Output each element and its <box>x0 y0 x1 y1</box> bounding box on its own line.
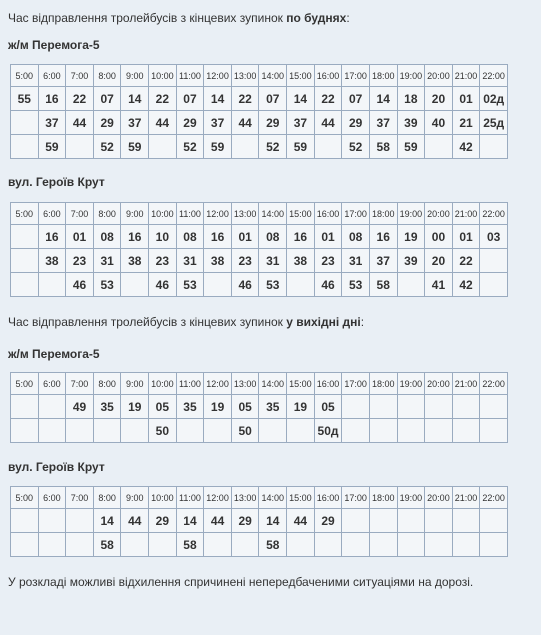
departure-cell: 14 <box>93 509 121 533</box>
hour-header-cell: 5:00 <box>11 373 39 395</box>
intro-weekends-suffix: : <box>360 315 365 329</box>
departure-cell <box>11 395 39 419</box>
departure-cell: 22 <box>66 87 94 111</box>
hour-header-cell: 6:00 <box>38 65 66 87</box>
table-row <box>11 111 508 135</box>
departure-cell: 58 <box>93 533 121 557</box>
hour-header-cell: 12:00 <box>204 203 232 225</box>
departure-cell <box>149 135 177 159</box>
departure-cell: 19 <box>204 395 232 419</box>
departure-cell: 22 <box>149 87 177 111</box>
departure-cell: 37 <box>369 111 397 135</box>
intro-weekdays-emphasis: по буднях <box>286 11 347 25</box>
departure-cell: 01 <box>452 225 480 249</box>
departure-cell <box>397 419 425 443</box>
departure-cell: 35 <box>93 395 121 419</box>
departure-cell: 31 <box>342 249 370 273</box>
departure-cell: 16 <box>38 225 66 249</box>
departure-cell: 23 <box>231 249 259 273</box>
hour-header-cell: 5:00 <box>11 65 39 87</box>
hour-header-cell: 8:00 <box>93 487 121 509</box>
departure-cell <box>287 273 315 297</box>
hour-header-cell: 10:00 <box>149 487 177 509</box>
departure-cell: 53 <box>93 273 121 297</box>
departure-cell <box>369 509 397 533</box>
hours-header-row <box>11 373 508 395</box>
departure-cell: 19 <box>121 395 149 419</box>
hour-header-cell: 14:00 <box>259 373 287 395</box>
departure-cell: 37 <box>369 249 397 273</box>
departure-cell: 31 <box>176 249 204 273</box>
intro-weekdays <box>8 10 531 26</box>
departure-cell: 16 <box>369 225 397 249</box>
departure-cell <box>66 509 94 533</box>
departure-cell: 37 <box>204 111 232 135</box>
departure-cell: 59 <box>204 135 232 159</box>
departure-cell <box>11 273 39 297</box>
hour-header-cell: 17:00 <box>342 203 370 225</box>
departure-cell: 42 <box>452 273 480 297</box>
departure-cell <box>397 395 425 419</box>
departure-cell <box>204 419 232 443</box>
departure-cell: 44 <box>121 509 149 533</box>
departure-cell: 52 <box>93 135 121 159</box>
departure-cell: 58 <box>369 135 397 159</box>
departure-cell <box>480 135 508 159</box>
departure-cell: 55 <box>11 87 39 111</box>
departure-cell <box>480 249 508 273</box>
departure-cell: 58 <box>176 533 204 557</box>
hour-header-cell: 6:00 <box>38 203 66 225</box>
hour-header-cell: 19:00 <box>397 373 425 395</box>
departure-cell: 58 <box>259 533 287 557</box>
departure-cell: 07 <box>176 87 204 111</box>
intro-weekdays-suffix: : <box>346 11 350 25</box>
departure-cell <box>397 509 425 533</box>
departure-cell: 41 <box>425 273 453 297</box>
departure-cell <box>66 135 94 159</box>
departure-cell: 20 <box>425 249 453 273</box>
departure-cell <box>425 509 453 533</box>
departure-cell <box>287 533 315 557</box>
departure-cell: 14 <box>369 87 397 111</box>
departure-cell: 38 <box>287 249 315 273</box>
departure-cell: 46 <box>314 273 342 297</box>
departure-cell: 44 <box>231 111 259 135</box>
departure-cell: 46 <box>149 273 177 297</box>
stop-title-4: вул. Героїв Крут <box>8 460 105 474</box>
table-row <box>11 87 508 111</box>
hour-header-cell: 9:00 <box>121 65 149 87</box>
departure-cell: 50д <box>314 419 342 443</box>
departure-cell <box>342 395 370 419</box>
departure-cell <box>93 419 121 443</box>
hour-header-cell: 19:00 <box>397 203 425 225</box>
departure-cell: 02д <box>480 87 508 111</box>
departure-cell: 44 <box>204 509 232 533</box>
hour-header-cell: 21:00 <box>452 65 480 87</box>
departure-cell: 29 <box>314 509 342 533</box>
departure-cell: 46 <box>231 273 259 297</box>
hour-header-cell: 16:00 <box>314 487 342 509</box>
departure-cell: 37 <box>287 111 315 135</box>
hour-header-cell: 14:00 <box>259 65 287 87</box>
hour-header-cell: 15:00 <box>287 487 315 509</box>
departure-cell: 23 <box>149 249 177 273</box>
departure-cell <box>149 533 177 557</box>
departure-cell: 05 <box>149 395 177 419</box>
departure-cell <box>425 395 453 419</box>
departure-cell: 40 <box>425 111 453 135</box>
hour-header-cell: 15:00 <box>287 203 315 225</box>
departure-cell: 29 <box>176 111 204 135</box>
departure-cell <box>480 509 508 533</box>
departure-cell: 38 <box>121 249 149 273</box>
departure-cell: 01 <box>314 225 342 249</box>
hour-header-cell: 9:00 <box>121 487 149 509</box>
hour-header-cell: 12:00 <box>204 487 232 509</box>
hours-header-row <box>11 487 508 509</box>
departure-cell <box>11 419 39 443</box>
departure-cell: 14 <box>287 87 315 111</box>
hour-header-cell: 8:00 <box>93 65 121 87</box>
departure-cell <box>342 509 370 533</box>
hour-header-cell: 20:00 <box>425 65 453 87</box>
hour-header-cell: 7:00 <box>66 65 94 87</box>
departure-cell: 01 <box>452 87 480 111</box>
departure-cell: 07 <box>342 87 370 111</box>
table-row <box>11 533 508 557</box>
departure-cell: 23 <box>314 249 342 273</box>
departure-cell: 14 <box>259 509 287 533</box>
departure-cell: 52 <box>259 135 287 159</box>
departure-cell: 50 <box>149 419 177 443</box>
departure-cell: 16 <box>287 225 315 249</box>
departure-cell: 44 <box>314 111 342 135</box>
departure-cell <box>176 419 204 443</box>
departure-cell: 14 <box>176 509 204 533</box>
departure-cell: 42 <box>452 135 480 159</box>
hour-header-cell: 11:00 <box>176 487 204 509</box>
departure-cell: 59 <box>287 135 315 159</box>
hour-header-cell: 9:00 <box>121 203 149 225</box>
departure-cell: 37 <box>121 111 149 135</box>
table-row <box>11 273 508 297</box>
departure-cell <box>369 533 397 557</box>
hour-header-cell: 6:00 <box>38 487 66 509</box>
departure-cell <box>425 135 453 159</box>
intro-weekends <box>8 314 531 330</box>
hour-header-cell: 13:00 <box>231 487 259 509</box>
schedule-table-weekend-peremoha <box>10 372 508 443</box>
hour-header-cell: 17:00 <box>342 65 370 87</box>
hour-header-cell: 18:00 <box>369 203 397 225</box>
departure-cell: 16 <box>204 225 232 249</box>
departure-cell <box>480 533 508 557</box>
hour-header-cell: 8:00 <box>93 373 121 395</box>
departure-cell <box>121 273 149 297</box>
departure-cell: 49 <box>66 395 94 419</box>
departure-cell: 00 <box>425 225 453 249</box>
hour-header-cell: 20:00 <box>425 487 453 509</box>
departure-cell: 29 <box>93 111 121 135</box>
hour-header-cell: 6:00 <box>38 373 66 395</box>
departure-cell: 38 <box>38 249 66 273</box>
departure-cell <box>11 225 39 249</box>
hour-header-cell: 22:00 <box>480 203 508 225</box>
departure-cell <box>121 419 149 443</box>
table-row <box>11 225 508 249</box>
departure-cell <box>425 533 453 557</box>
footer-note: У розкладі можливі відхилення спричинені непередбаченими ситуаціями на дорозі. <box>8 575 474 589</box>
hour-header-cell: 17:00 <box>342 487 370 509</box>
departure-cell <box>204 273 232 297</box>
departure-cell <box>480 395 508 419</box>
departure-cell: 16 <box>38 87 66 111</box>
departure-cell <box>259 419 287 443</box>
departure-cell: 38 <box>204 249 232 273</box>
departure-cell: 53 <box>259 273 287 297</box>
departure-cell <box>369 419 397 443</box>
hour-header-cell: 22:00 <box>480 487 508 509</box>
hour-header-cell: 9:00 <box>121 373 149 395</box>
departure-cell: 59 <box>397 135 425 159</box>
departure-cell <box>11 111 39 135</box>
departure-cell: 39 <box>397 249 425 273</box>
departure-cell <box>452 395 480 419</box>
departure-cell <box>425 419 453 443</box>
schedule-table-weekday-heroiv-krut <box>10 202 508 297</box>
departure-cell <box>287 419 315 443</box>
table-row <box>11 509 508 533</box>
departure-cell: 08 <box>342 225 370 249</box>
departure-cell <box>480 419 508 443</box>
departure-cell: 39 <box>397 111 425 135</box>
departure-cell <box>38 419 66 443</box>
departure-cell: 53 <box>176 273 204 297</box>
hour-header-cell: 22:00 <box>480 65 508 87</box>
departure-cell: 58 <box>369 273 397 297</box>
departure-cell: 10 <box>149 225 177 249</box>
departure-cell: 44 <box>149 111 177 135</box>
departure-cell <box>38 533 66 557</box>
hour-header-cell: 16:00 <box>314 65 342 87</box>
departure-cell: 59 <box>38 135 66 159</box>
hour-header-cell: 19:00 <box>397 487 425 509</box>
departure-cell: 07 <box>93 87 121 111</box>
departure-cell: 03 <box>480 225 508 249</box>
departure-cell <box>314 135 342 159</box>
hour-header-cell: 11:00 <box>176 65 204 87</box>
departure-cell <box>38 509 66 533</box>
hours-header-row <box>11 203 508 225</box>
departure-cell <box>121 533 149 557</box>
departure-cell: 01 <box>66 225 94 249</box>
departure-cell: 29 <box>259 111 287 135</box>
hour-header-cell: 20:00 <box>425 373 453 395</box>
departure-cell: 52 <box>176 135 204 159</box>
departure-cell <box>66 419 94 443</box>
hour-header-cell: 18:00 <box>369 487 397 509</box>
hour-header-cell: 19:00 <box>397 65 425 87</box>
schedule-table-weekend-heroiv-krut <box>10 486 508 557</box>
hour-header-cell: 14:00 <box>259 203 287 225</box>
departure-cell: 19 <box>397 225 425 249</box>
intro-weekdays-text: Час відправлення тролейбусів з кінцевих зупинок <box>8 11 287 25</box>
departure-cell <box>452 419 480 443</box>
table-row <box>11 249 508 273</box>
departure-cell: 01 <box>231 225 259 249</box>
hour-header-cell: 21:00 <box>452 203 480 225</box>
departure-cell <box>11 135 39 159</box>
hour-header-cell: 16:00 <box>314 373 342 395</box>
hour-header-cell: 21:00 <box>452 487 480 509</box>
stop-title-1: ж/м Перемога-5 <box>8 38 100 52</box>
departure-cell: 18 <box>397 87 425 111</box>
departure-cell: 19 <box>287 395 315 419</box>
departure-cell <box>342 419 370 443</box>
departure-cell <box>38 273 66 297</box>
table-row <box>11 419 508 443</box>
hour-header-cell: 11:00 <box>176 373 204 395</box>
hour-header-cell: 5:00 <box>11 203 39 225</box>
departure-cell: 08 <box>259 225 287 249</box>
hour-header-cell: 5:00 <box>11 487 39 509</box>
hour-header-cell: 15:00 <box>287 373 315 395</box>
departure-cell: 35 <box>259 395 287 419</box>
departure-cell: 37 <box>38 111 66 135</box>
stop-title-3: ж/м Перемога-5 <box>8 347 100 361</box>
hour-header-cell: 7:00 <box>66 203 94 225</box>
departure-cell: 31 <box>259 249 287 273</box>
departure-cell: 22 <box>314 87 342 111</box>
hour-header-cell: 16:00 <box>314 203 342 225</box>
hour-header-cell: 13:00 <box>231 373 259 395</box>
hour-header-cell: 8:00 <box>93 203 121 225</box>
departure-cell <box>231 135 259 159</box>
departure-cell: 25д <box>480 111 508 135</box>
departure-cell: 08 <box>93 225 121 249</box>
stop-title-2: вул. Героїв Крут <box>8 175 105 189</box>
departure-cell: 44 <box>66 111 94 135</box>
departure-cell: 44 <box>287 509 315 533</box>
table-row <box>11 395 508 419</box>
departure-cell: 14 <box>204 87 232 111</box>
departure-cell: 08 <box>176 225 204 249</box>
schedule-table-weekday-peremoha <box>10 64 508 159</box>
departure-cell: 20 <box>425 87 453 111</box>
departure-cell: 29 <box>342 111 370 135</box>
departure-cell <box>452 533 480 557</box>
hour-header-cell: 22:00 <box>480 373 508 395</box>
departure-cell: 53 <box>342 273 370 297</box>
departure-cell <box>11 249 39 273</box>
hour-header-cell: 10:00 <box>149 203 177 225</box>
departure-cell: 21 <box>452 111 480 135</box>
departure-cell <box>204 533 232 557</box>
hour-header-cell: 13:00 <box>231 203 259 225</box>
hour-header-cell: 12:00 <box>204 65 232 87</box>
departure-cell <box>452 509 480 533</box>
hour-header-cell: 11:00 <box>176 203 204 225</box>
departure-cell <box>342 533 370 557</box>
hour-header-cell: 14:00 <box>259 487 287 509</box>
departure-cell <box>369 395 397 419</box>
hour-header-cell: 20:00 <box>425 203 453 225</box>
departure-cell: 22 <box>452 249 480 273</box>
hour-header-cell: 10:00 <box>149 373 177 395</box>
departure-cell: 29 <box>231 509 259 533</box>
intro-weekends-text: Час відправлення тролейбусів з кінцевих зупинок <box>8 315 287 329</box>
departure-cell <box>11 509 39 533</box>
departure-cell: 31 <box>93 249 121 273</box>
hour-header-cell: 12:00 <box>204 373 232 395</box>
departure-cell: 07 <box>259 87 287 111</box>
departure-cell <box>314 533 342 557</box>
intro-weekends-emphasis: у вихідні дні <box>286 315 361 329</box>
departure-cell: 05 <box>231 395 259 419</box>
table-row <box>11 135 508 159</box>
departure-cell: 46 <box>66 273 94 297</box>
departure-cell: 16 <box>121 225 149 249</box>
hour-header-cell: 21:00 <box>452 373 480 395</box>
departure-cell: 52 <box>342 135 370 159</box>
hour-header-cell: 13:00 <box>231 65 259 87</box>
departure-cell <box>11 533 39 557</box>
departure-cell: 29 <box>149 509 177 533</box>
hour-header-cell: 17:00 <box>342 373 370 395</box>
departure-cell <box>397 273 425 297</box>
hours-header-row <box>11 65 508 87</box>
departure-cell: 59 <box>121 135 149 159</box>
departure-cell: 05 <box>314 395 342 419</box>
departure-cell <box>480 273 508 297</box>
departure-cell: 14 <box>121 87 149 111</box>
hour-header-cell: 7:00 <box>66 487 94 509</box>
departure-cell: 22 <box>231 87 259 111</box>
hour-header-cell: 10:00 <box>149 65 177 87</box>
departure-cell <box>397 533 425 557</box>
departure-cell <box>66 533 94 557</box>
hour-header-cell: 15:00 <box>287 65 315 87</box>
departure-cell: 23 <box>66 249 94 273</box>
departure-cell: 35 <box>176 395 204 419</box>
hour-header-cell: 18:00 <box>369 65 397 87</box>
departure-cell <box>231 533 259 557</box>
hour-header-cell: 7:00 <box>66 373 94 395</box>
departure-cell <box>38 395 66 419</box>
departure-cell: 50 <box>231 419 259 443</box>
hour-header-cell: 18:00 <box>369 373 397 395</box>
